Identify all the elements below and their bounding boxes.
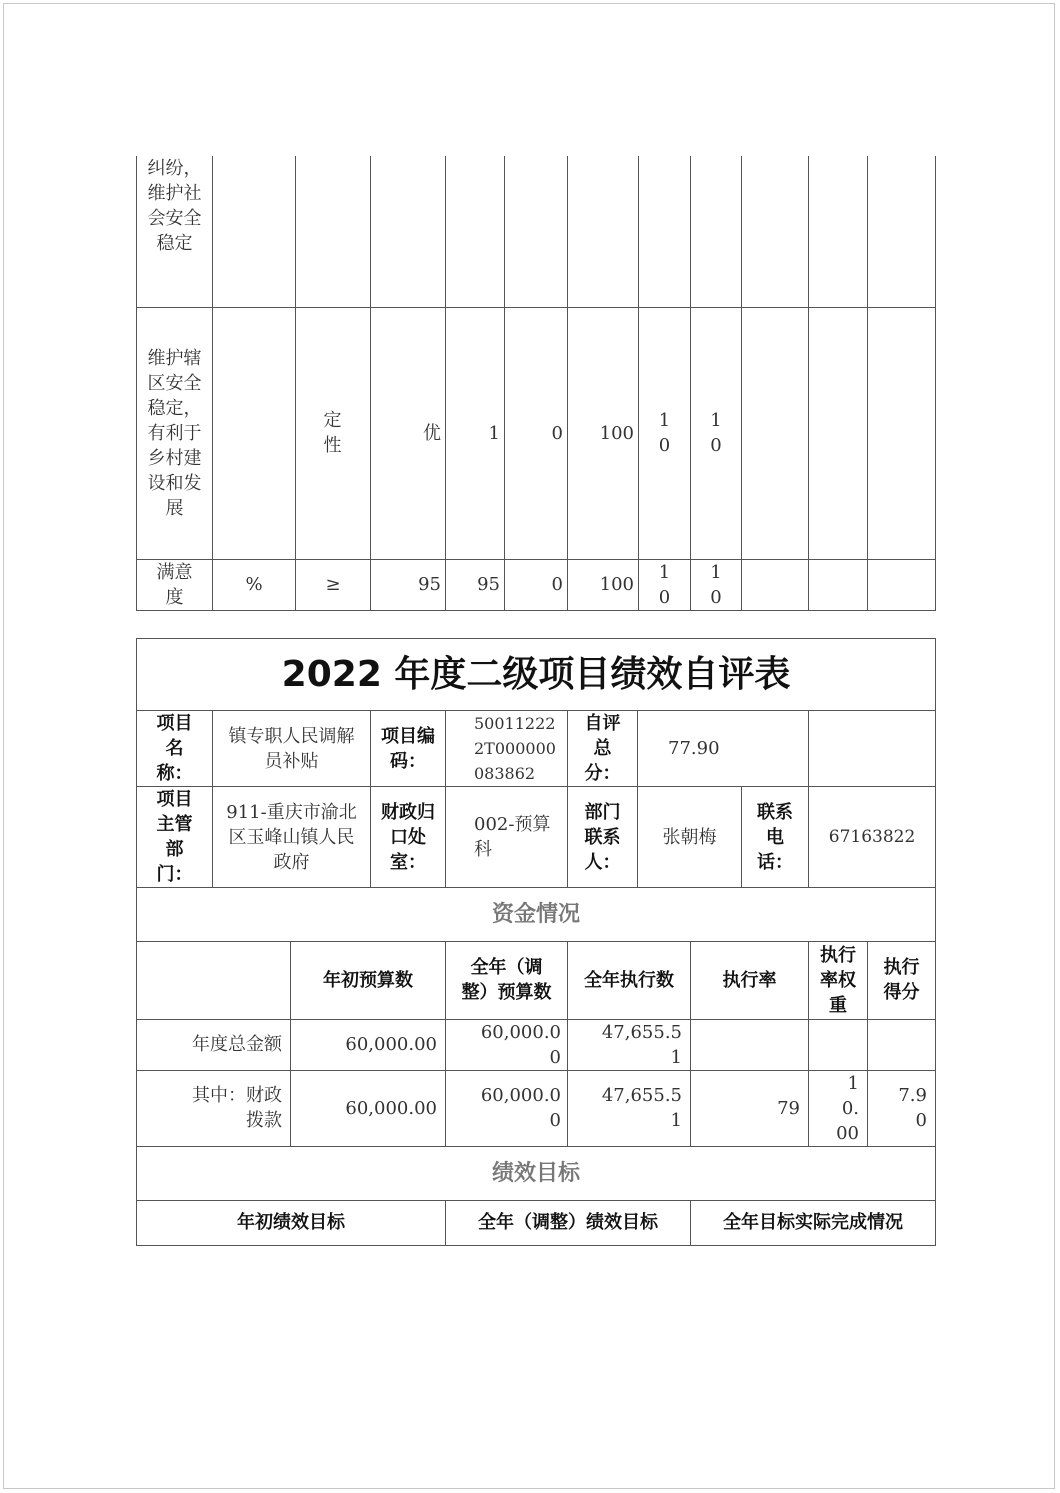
funds-row-total bbox=[137, 1019, 936, 1070]
self-score-label: 自评总分： bbox=[568, 711, 638, 787]
funds-header-weight: 执行率权重 bbox=[809, 942, 868, 1019]
indicator-row-satisfaction bbox=[137, 559, 936, 610]
project-name-value: 镇专职人民调解员补贴 bbox=[213, 711, 371, 787]
funds-header-adjusted-budget: 全年（调整）预算数 bbox=[446, 942, 568, 1019]
perf-header-actual: 全年目标实际完成情况 bbox=[691, 1201, 936, 1246]
indicator-unit-cell: % bbox=[213, 559, 296, 610]
dept-value: 911-重庆市渝北区玉峰山镇人民政府 bbox=[213, 787, 371, 888]
self-score-value: 77.90 bbox=[638, 711, 809, 787]
funds-rate: 79 bbox=[691, 1070, 809, 1146]
indicator-deviation-cell: 0 bbox=[505, 559, 568, 610]
funds-executed: 47,655.51 bbox=[568, 1070, 691, 1146]
indicator-operator-cell: ≥ bbox=[296, 559, 371, 610]
project-info-row bbox=[137, 711, 936, 787]
self-evaluation-form bbox=[136, 638, 935, 1246]
indicator-actual-cell: 1 bbox=[446, 307, 505, 559]
indicator-score-rate-cell: 100 bbox=[568, 559, 639, 610]
indicator-actual-cell: 95 bbox=[446, 559, 505, 610]
funds-score: 7.90 bbox=[868, 1070, 936, 1146]
indicator-name-cell: 满意度 bbox=[137, 559, 213, 610]
indicator-weight-cell: 10 bbox=[639, 559, 691, 610]
perf-section-row bbox=[137, 1146, 936, 1200]
contact-label: 部门联系人： bbox=[568, 787, 638, 888]
indicator-row-dispute bbox=[137, 156, 936, 307]
indicator-row-stability bbox=[137, 307, 936, 559]
funds-section-title: 资金情况 bbox=[137, 888, 936, 942]
contact-value: 张朝梅 bbox=[638, 787, 742, 888]
funds-score bbox=[868, 1019, 936, 1070]
funds-header-rate: 执行率 bbox=[691, 942, 809, 1019]
project-code-label: 项目编码： bbox=[371, 711, 446, 787]
funds-executed: 47,655.51 bbox=[568, 1019, 691, 1070]
finance-office-label: 财政归口处室： bbox=[371, 787, 446, 888]
indicator-target-cell: 95 bbox=[371, 559, 446, 610]
indicator-name-cell: 维护辖区安全稳定，有利于乡村建设和发展 bbox=[137, 307, 213, 559]
dept-info-row bbox=[137, 787, 936, 888]
funds-weight: 10.00 bbox=[809, 1070, 868, 1146]
indicator-name-cell: 纠纷，维护社会安全稳定 bbox=[137, 156, 213, 307]
indicator-target-cell: 优 bbox=[371, 307, 446, 559]
project-code-value: 500112222T000000083862 bbox=[446, 711, 568, 787]
indicator-score-cell: 10 bbox=[691, 559, 742, 610]
phone-value: 67163822 bbox=[809, 787, 936, 888]
funds-adjusted-budget: 60,000.00 bbox=[446, 1070, 568, 1146]
phone-label: 联系电话： bbox=[742, 787, 809, 888]
funds-weight bbox=[809, 1019, 868, 1070]
indicator-weight-cell: 10 bbox=[639, 307, 691, 559]
funds-rate bbox=[691, 1019, 809, 1070]
perf-header-row bbox=[137, 1201, 936, 1246]
indicator-deviation-cell: 0 bbox=[505, 307, 568, 559]
indicator-table-continuation bbox=[136, 156, 935, 611]
form-title: 2022 年度二级项目绩效自评表 bbox=[137, 639, 936, 711]
funds-section-row bbox=[137, 888, 936, 942]
perf-section-title: 绩效目标 bbox=[137, 1146, 936, 1200]
finance-office-value: 002-预算科 bbox=[446, 787, 568, 888]
form-title-row bbox=[137, 639, 936, 711]
funds-row-label: 其中：财政拨款 bbox=[137, 1070, 291, 1146]
funds-initial-budget: 60,000.00 bbox=[291, 1070, 446, 1146]
funds-header-score: 执行得分 bbox=[868, 942, 936, 1019]
funds-row-label: 年度总金额 bbox=[137, 1019, 291, 1070]
indicator-type-cell: 定性 bbox=[296, 307, 371, 559]
funds-header-executed: 全年执行数 bbox=[568, 942, 691, 1019]
funds-header-row bbox=[137, 942, 936, 1019]
funds-row-fiscal bbox=[137, 1070, 936, 1146]
perf-header-adjusted: 全年（调整）绩效目标 bbox=[446, 1201, 691, 1246]
funds-header-initial-budget: 年初预算数 bbox=[291, 942, 446, 1019]
funds-adjusted-budget: 60,000.00 bbox=[446, 1019, 568, 1070]
dept-label: 项目主管部门： bbox=[137, 787, 213, 888]
perf-header-initial: 年初绩效目标 bbox=[137, 1201, 446, 1246]
indicator-score-cell: 10 bbox=[691, 307, 742, 559]
project-name-label: 项目名称： bbox=[137, 711, 213, 787]
indicator-score-rate-cell: 100 bbox=[568, 307, 639, 559]
funds-initial-budget: 60,000.00 bbox=[291, 1019, 446, 1070]
